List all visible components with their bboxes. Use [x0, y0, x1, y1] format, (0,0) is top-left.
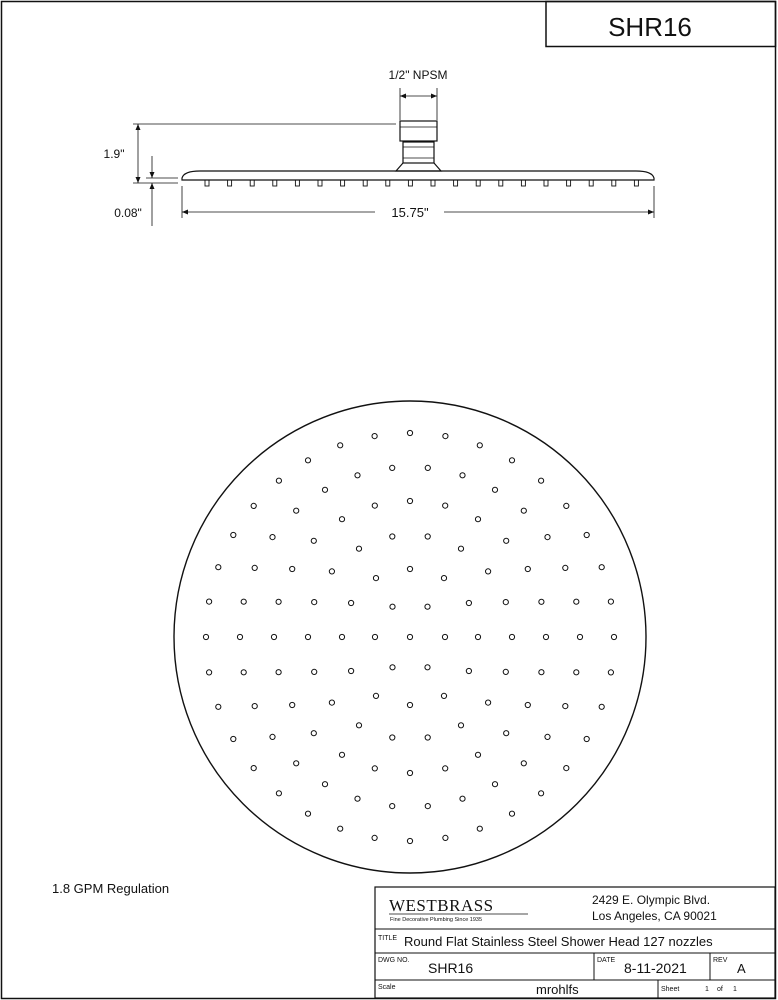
nozzle-row — [205, 180, 638, 186]
nozzle-hole — [338, 826, 343, 831]
nozzle-hole — [356, 546, 361, 551]
nozzle-bump — [454, 180, 458, 186]
nozzle-hole — [599, 704, 604, 709]
nozzle-hole — [563, 565, 568, 570]
nozzle-hole — [271, 634, 276, 639]
nozzle-bump — [250, 180, 254, 186]
nozzle-hole — [311, 538, 316, 543]
company-address-line2: Los Angeles, CA 90021 — [592, 909, 717, 923]
nozzle-hole — [270, 734, 275, 739]
nozzle-hole — [294, 508, 299, 513]
nozzle-hole — [372, 503, 377, 508]
nozzle-hole — [251, 766, 256, 771]
nozzle-hole — [390, 804, 395, 809]
nozzle-hole — [584, 736, 589, 741]
nozzle-hole — [475, 752, 480, 757]
nozzle-hole — [390, 665, 395, 670]
nozzle-hole — [276, 670, 281, 675]
dwg-no-caption: DWG NO. — [378, 957, 410, 964]
nozzle-hole — [312, 600, 317, 605]
nozzle-hole — [539, 478, 544, 483]
nozzle-bump — [499, 180, 503, 186]
nozzle-hole — [503, 600, 508, 605]
nozzle-bump — [318, 180, 322, 186]
nozzle-hole — [521, 761, 526, 766]
nozzle-hole — [458, 546, 463, 551]
shower-plate-top — [174, 401, 646, 873]
nozzle-hole — [322, 487, 327, 492]
nozzle-hole — [305, 458, 310, 463]
nozzle-hole — [525, 702, 530, 707]
nozzle-hole — [349, 668, 354, 673]
top-view — [174, 401, 646, 873]
nozzle-bump — [589, 180, 593, 186]
nozzle-hole — [539, 670, 544, 675]
nozzle-hole — [407, 634, 412, 639]
nozzle-hole — [390, 735, 395, 740]
nozzle-hole — [407, 702, 412, 707]
nozzle-hole — [611, 634, 616, 639]
nozzle-hole — [509, 458, 514, 463]
nozzle-hole — [425, 604, 430, 609]
nozzle-hole — [521, 508, 526, 513]
nozzle-hole — [441, 693, 446, 698]
nozzle-bump — [273, 180, 277, 186]
nozzle-hole — [329, 700, 334, 705]
nozzle-hole — [349, 600, 354, 605]
nozzle-bump — [567, 180, 571, 186]
date-caption: DATE — [597, 957, 616, 964]
nozzle-hole — [458, 723, 463, 728]
nozzle-hole — [407, 838, 412, 843]
nozzle-hole — [305, 811, 310, 816]
nozzle-bump — [521, 180, 525, 186]
nozzle-hole — [564, 503, 569, 508]
nozzle-hole — [466, 668, 471, 673]
nozzle-hole — [492, 487, 497, 492]
nozzle-hole — [608, 670, 613, 675]
nozzle-hole — [539, 599, 544, 604]
nozzle-hole — [241, 599, 246, 604]
nozzle-hole — [503, 669, 508, 674]
nozzle-hole — [372, 434, 377, 439]
nozzle-hole — [425, 465, 430, 470]
nozzle-bump — [295, 180, 299, 186]
nozzle-hole — [477, 443, 482, 448]
nozzle-hole — [425, 735, 430, 740]
thickness-dimension-label: 0.08" — [114, 206, 142, 220]
nozzle-hole — [466, 600, 471, 605]
nozzle-bump — [476, 180, 480, 186]
sheet-number: 1 — [705, 986, 709, 993]
dwg-no-value: SHR16 — [428, 960, 474, 976]
nozzle-hole — [203, 634, 208, 639]
nozzle-hole — [290, 566, 295, 571]
nozzle-bump — [408, 180, 412, 186]
nozzle-hole — [460, 796, 465, 801]
nozzle-hole — [577, 634, 582, 639]
nozzle-hole — [339, 634, 344, 639]
nozzle-hole — [290, 702, 295, 707]
nozzle-hole — [486, 700, 491, 705]
nozzle-hole — [231, 532, 236, 537]
nozzle-hole — [407, 430, 412, 435]
nozzle-hole — [574, 670, 579, 675]
nozzle-hole — [390, 534, 395, 539]
company-address-line1: 2429 E. Olympic Blvd. — [592, 893, 711, 907]
nozzle-bump — [634, 180, 638, 186]
nozzle-hole — [525, 566, 530, 571]
nozzle-hole — [305, 634, 310, 639]
nozzle-hole — [443, 503, 448, 508]
nozzle-bump — [612, 180, 616, 186]
nozzle-hole — [338, 443, 343, 448]
nozzle-hole — [373, 693, 378, 698]
connector-neck — [403, 142, 434, 163]
nozzle-bump — [431, 180, 435, 186]
nozzle-hole — [373, 576, 378, 581]
drawn-by-value: mrohlfs — [536, 982, 579, 997]
nozzle-hole — [251, 503, 256, 508]
nozzle-hole — [442, 634, 447, 639]
nozzle-hole — [407, 566, 412, 571]
nozzle-hole — [475, 634, 480, 639]
nozzle-hole — [231, 736, 236, 741]
nozzle-hole — [425, 665, 430, 670]
drawing-number-box: SHR16 — [608, 12, 692, 42]
nozzle-hole — [543, 634, 548, 639]
nozzle-hole — [311, 731, 316, 736]
nozzle-hole — [276, 791, 281, 796]
nozzle-hole — [372, 634, 377, 639]
nozzle-bump — [544, 180, 548, 186]
nozzle-hole — [425, 534, 430, 539]
nozzle-hole — [545, 535, 550, 540]
nozzle-hole — [545, 734, 550, 739]
connector-nut — [400, 121, 437, 141]
nozzle-hole — [608, 599, 613, 604]
nozzle-hole — [237, 634, 242, 639]
drawing-title: Round Flat Stainless Steel Shower Head 127 nozzles — [404, 934, 713, 949]
rev-caption: REV — [713, 957, 728, 964]
scale-caption: Scale — [378, 984, 396, 991]
height-dimension-label: 1.9" — [103, 147, 125, 161]
nozzle-hole — [504, 731, 509, 736]
nozzle-hole — [564, 766, 569, 771]
nozzle-hole — [509, 811, 514, 816]
title-caption: TITLE — [378, 935, 398, 942]
company-name: WESTBRASS — [389, 896, 494, 915]
nozzle-hole — [574, 599, 579, 604]
nozzle-hole — [563, 704, 568, 709]
nozzle-hole — [270, 535, 275, 540]
nozzle-hole — [390, 604, 395, 609]
nozzle-hole — [407, 770, 412, 775]
nozzle-hole — [322, 782, 327, 787]
company-tagline: Fine Decorative Plumbing Since 1935 — [390, 917, 483, 923]
shower-plate-side — [182, 171, 654, 180]
nozzle-hole — [276, 478, 281, 483]
width-dimension-label: 15.75" — [391, 205, 429, 220]
nozzle-hole — [407, 498, 412, 503]
nozzle-hole — [355, 796, 360, 801]
nozzle-bump — [228, 180, 232, 186]
nozzle-hole — [477, 826, 482, 831]
title-block — [375, 887, 775, 998]
nozzle-hole — [312, 669, 317, 674]
nozzle-hole — [276, 599, 281, 604]
flow-regulation-note: 1.8 GPM Regulation — [52, 881, 170, 896]
nozzle-hole — [355, 473, 360, 478]
nozzle-hole — [443, 766, 448, 771]
nozzle-hole — [252, 704, 257, 709]
nozzle-hole — [372, 835, 377, 840]
side-view — [104, 68, 654, 226]
date-value: 8-11-2021 — [624, 960, 687, 976]
nozzle-hole — [207, 670, 212, 675]
nozzle-hole — [443, 835, 448, 840]
nozzle-hole — [584, 532, 589, 537]
sheet-total: 1 — [733, 986, 737, 993]
nozzle-bump — [363, 180, 367, 186]
nozzle-hole — [539, 791, 544, 796]
rev-value: A — [737, 961, 746, 976]
nozzle-hole — [339, 752, 344, 757]
nozzle-hole — [504, 538, 509, 543]
nozzle-hole — [492, 782, 497, 787]
nozzle-holes — [203, 430, 616, 843]
nozzle-hole — [294, 761, 299, 766]
nozzle-hole — [599, 565, 604, 570]
nozzle-hole — [356, 723, 361, 728]
connection-size-label: 1/2" NPSM — [388, 68, 448, 82]
nozzle-hole — [372, 766, 377, 771]
sheet-of-caption: of — [717, 986, 723, 993]
sheet-caption: Sheet — [661, 986, 680, 993]
nozzle-hole — [475, 517, 480, 522]
nozzle-hole — [252, 565, 257, 570]
nozzle-hole — [339, 517, 344, 522]
nozzle-bump — [341, 180, 345, 186]
nozzle-hole — [509, 634, 514, 639]
nozzle-hole — [443, 434, 448, 439]
nozzle-hole — [460, 473, 465, 478]
nozzle-hole — [241, 670, 246, 675]
nozzle-hole — [390, 465, 395, 470]
nozzle-bump — [205, 180, 209, 186]
nozzle-hole — [486, 569, 491, 574]
nozzle-hole — [216, 704, 221, 709]
nozzle-hole — [441, 576, 446, 581]
nozzle-bump — [386, 180, 390, 186]
nozzle-hole — [329, 569, 334, 574]
nozzle-hole — [207, 599, 212, 604]
nozzle-hole — [425, 804, 430, 809]
nozzle-hole — [216, 565, 221, 570]
